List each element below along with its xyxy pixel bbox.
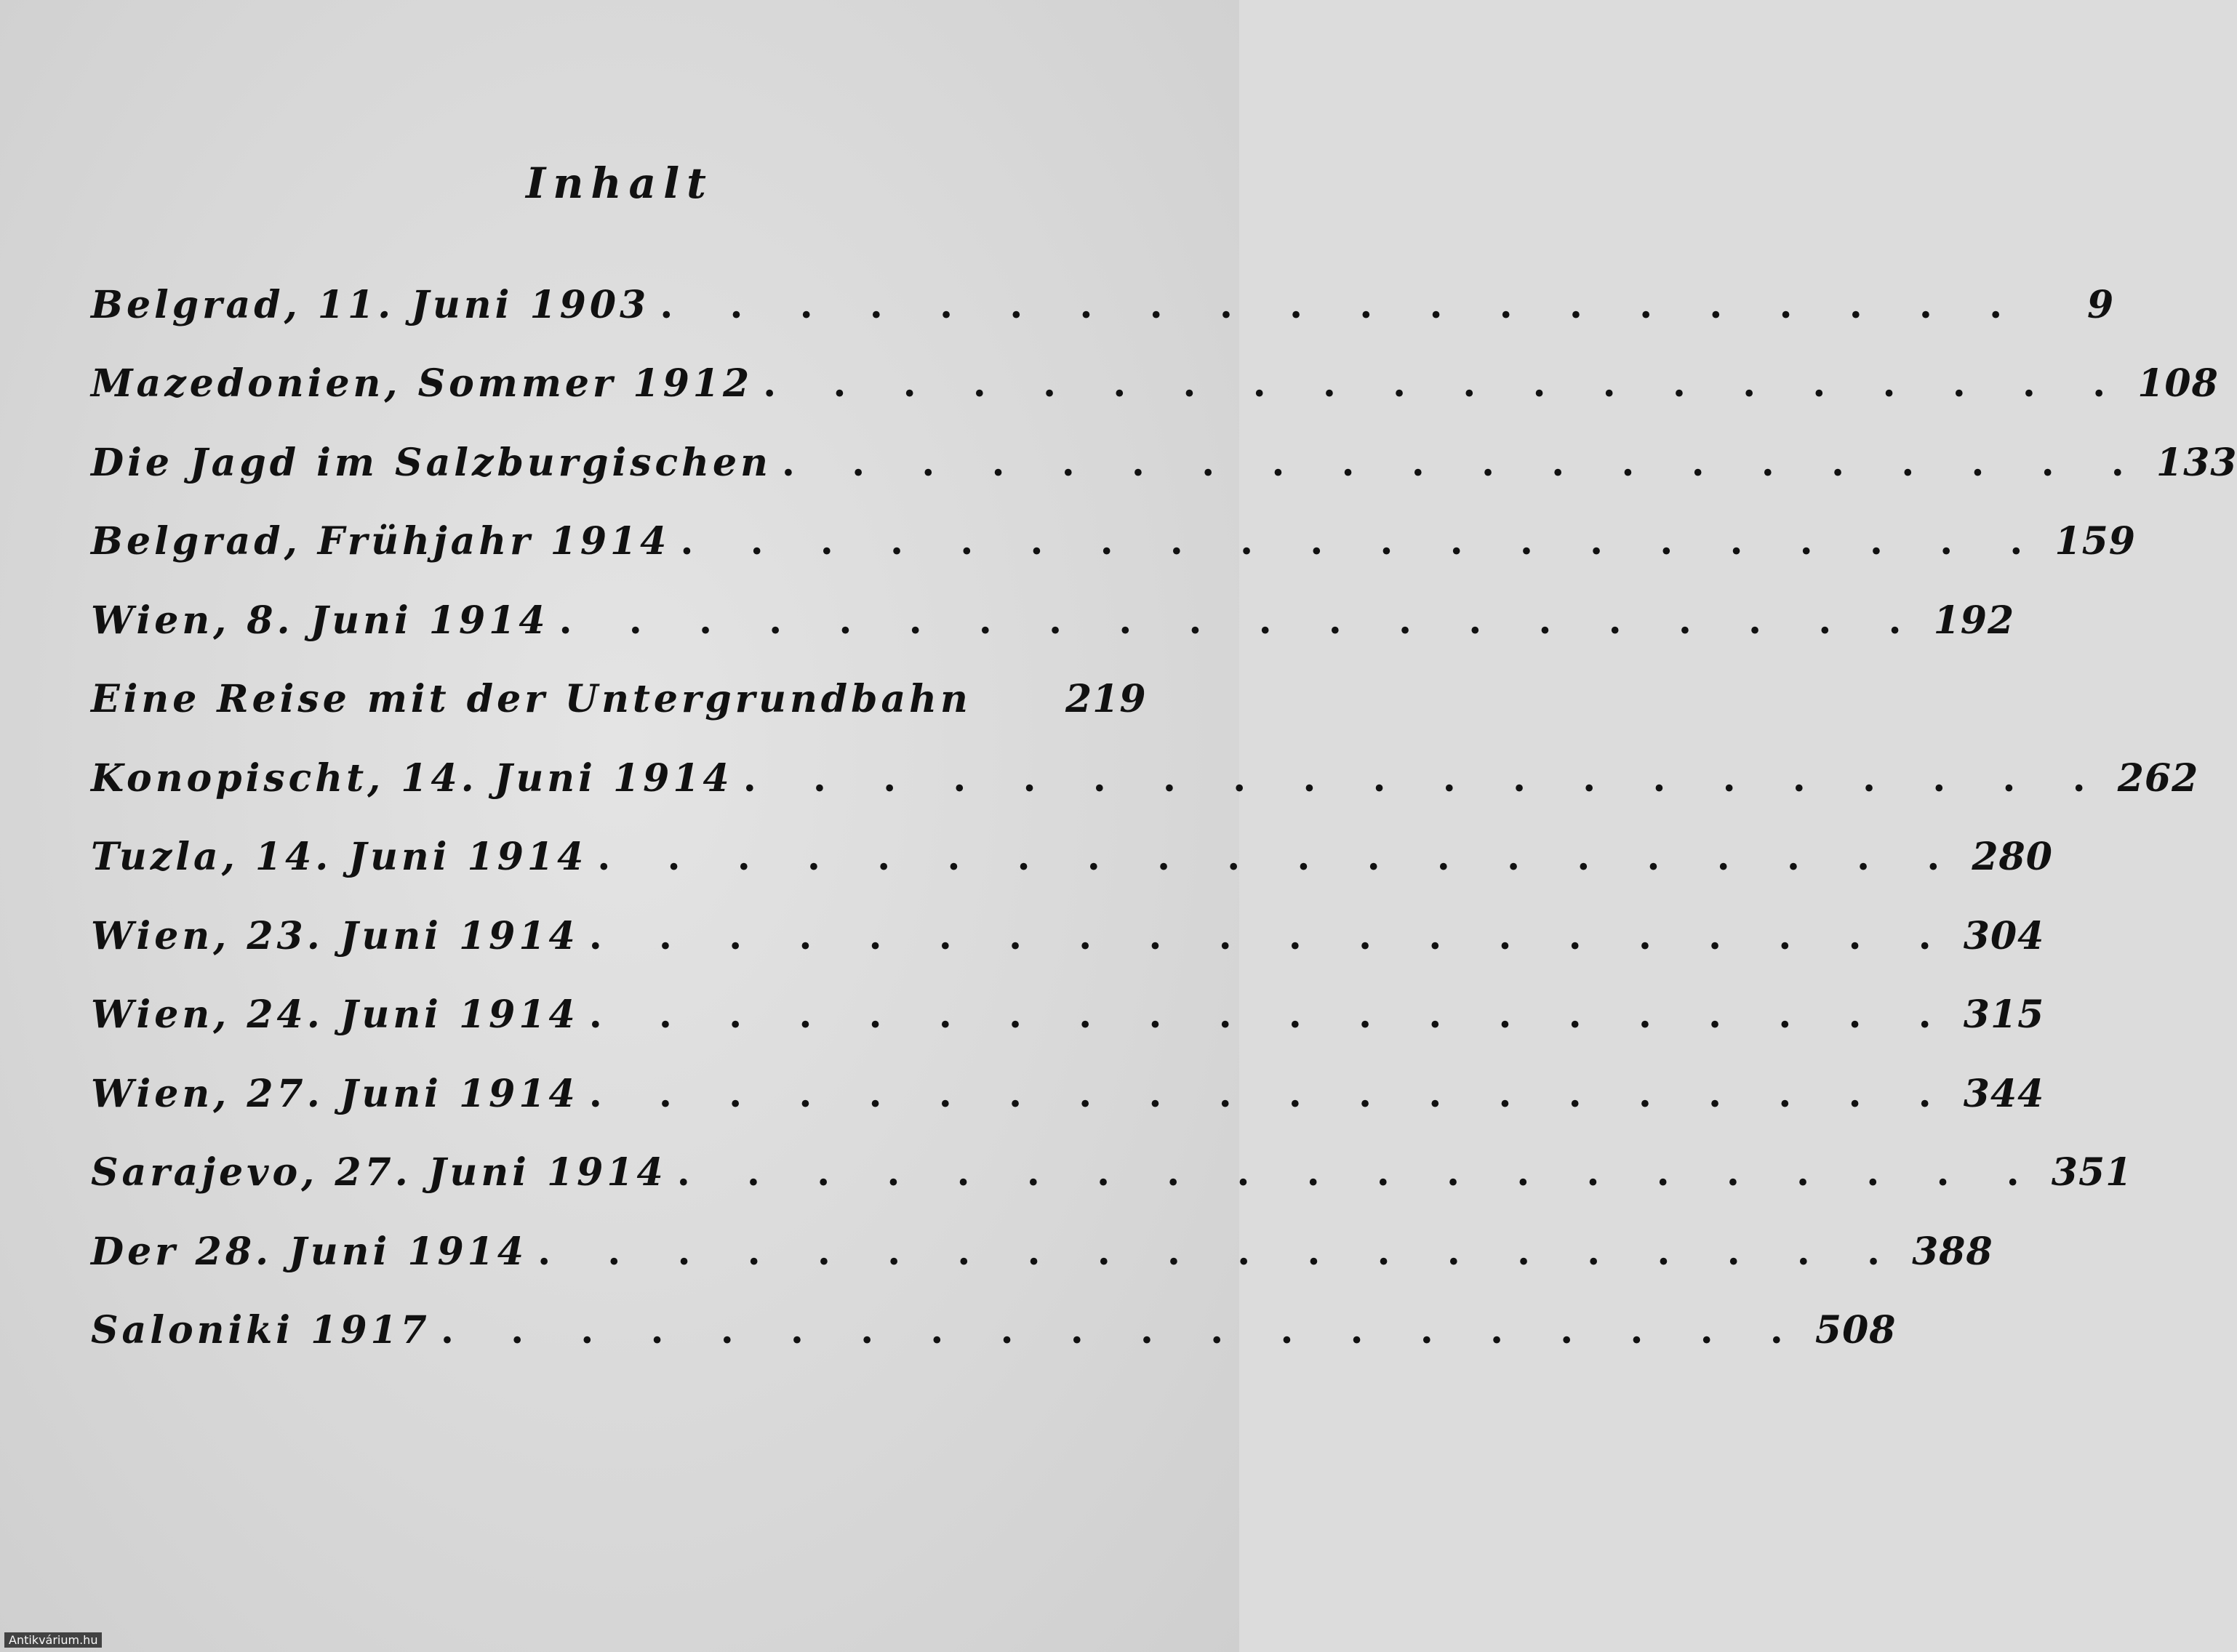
toc-entry-title: Die Jagd im Salzburgischen — [91, 440, 772, 485]
toc-entry-page: 262 — [2117, 755, 2199, 801]
dot-leader: . . . . . . . . . . . . . . . . . . . . — [763, 361, 2128, 406]
toc-entry-page: 388 — [1912, 1229, 1993, 1274]
toc-entry-page: 133 — [2156, 440, 2237, 485]
toc-entry-page: 9 — [2087, 282, 2115, 327]
toc-entry — [91, 1212, 1993, 1291]
toc-entry — [91, 660, 1145, 739]
toc-entry — [91, 1291, 1897, 1371]
toc-entry — [91, 423, 2237, 502]
table-of-contents — [91, 265, 2237, 1370]
toc-entry-title: Konopischt, 14. Juni 1914 — [91, 755, 733, 801]
toc-entry-title: Wien, 27. Juni 1914 — [91, 1071, 579, 1116]
toc-entry-title: Saloniki 1917 — [91, 1308, 431, 1353]
toc-entry-page: 192 — [1933, 598, 2015, 643]
toc-entry-title: Wien, 24. Juni 1914 — [91, 993, 579, 1038]
toc-entry-title: Wien, 8. Juni 1914 — [91, 598, 549, 643]
dot-leader: . . . . . . . . . . . . . . . . . . . . — [680, 519, 2045, 564]
dot-leader: . . . . . . . . . . . . . . . . . . . . — [537, 1229, 1902, 1274]
watermark: Antikvárium.hu — [4, 1632, 102, 1648]
dot-leader: . . . . . . . . . . . . . . . . . . . . — [588, 913, 1953, 958]
dot-leader: . . . . . . . . . . . . . . . . . . . . — [597, 835, 1962, 880]
toc-entry — [91, 1134, 2133, 1213]
toc-entry-page: 108 — [2137, 361, 2219, 406]
dot-leader: . . . . . . . . . . . . . . . . . . . . — [559, 598, 1924, 643]
dot-leader: . . . . . . . . . . . . . . . . . . . . — [781, 440, 2146, 485]
dot-leader: . . . . . . . . . . . . . . . . . . . . — [743, 755, 2108, 801]
toc-entry-title: Eine Reise mit der Untergrundbahn — [91, 677, 972, 722]
toc-entry — [91, 739, 2199, 818]
dot-leader: . . . . . . . . . . . . . . . . . . . . — [440, 1308, 1805, 1353]
toc-entry-title: Wien, 23. Juni 1914 — [91, 913, 579, 958]
dot-leader: . . . . . . . . . . . . . . . . . . . . — [588, 1071, 1953, 1116]
toc-entry-page: 344 — [1963, 1071, 2045, 1116]
toc-entry — [91, 345, 2219, 424]
dot-leader: . . . . . . . . . . . . . . . . . . . . — [676, 1150, 2041, 1195]
toc-entry-page: 219 — [1065, 677, 1147, 722]
toc-entry-page: 508 — [1814, 1308, 1897, 1353]
toc-entry-title: Tuzla, 14. Juni 1914 — [91, 835, 588, 880]
toc-entry-title: Sarajevo, 27. Juni 1914 — [91, 1150, 667, 1195]
dot-leader: . . . . . . . . . . . . . . . . . . . . — [588, 993, 1953, 1038]
toc-entry — [91, 581, 2015, 660]
toc-entry-page: 315 — [1963, 993, 2045, 1038]
dot-leader: . . . . . . . . . . . . . . . . . . . . — [660, 282, 2025, 327]
toc-entry-page: 159 — [2054, 519, 2136, 564]
toc-entry — [91, 265, 2115, 345]
toc-entry-title: Mazedonien, Sommer 1912 — [91, 361, 753, 406]
toc-entry-title: Der 28. Juni 1914 — [91, 1229, 528, 1274]
toc-entry-page: 304 — [1963, 913, 2045, 958]
toc-entry — [91, 502, 2136, 582]
toc-entry-title: Belgrad, 11. Juni 1903 — [91, 282, 650, 327]
toc-entry — [91, 897, 2045, 976]
toc-entry — [91, 976, 2045, 1055]
toc-entry-page: 280 — [1972, 835, 2053, 880]
toc-entry — [91, 1054, 2045, 1134]
toc-entry-title: Belgrad, Frühjahr 1914 — [91, 519, 671, 564]
contents-heading: Inhalt — [526, 159, 713, 208]
toc-entry — [91, 818, 2053, 897]
toc-entry-page: 351 — [2051, 1150, 2133, 1195]
